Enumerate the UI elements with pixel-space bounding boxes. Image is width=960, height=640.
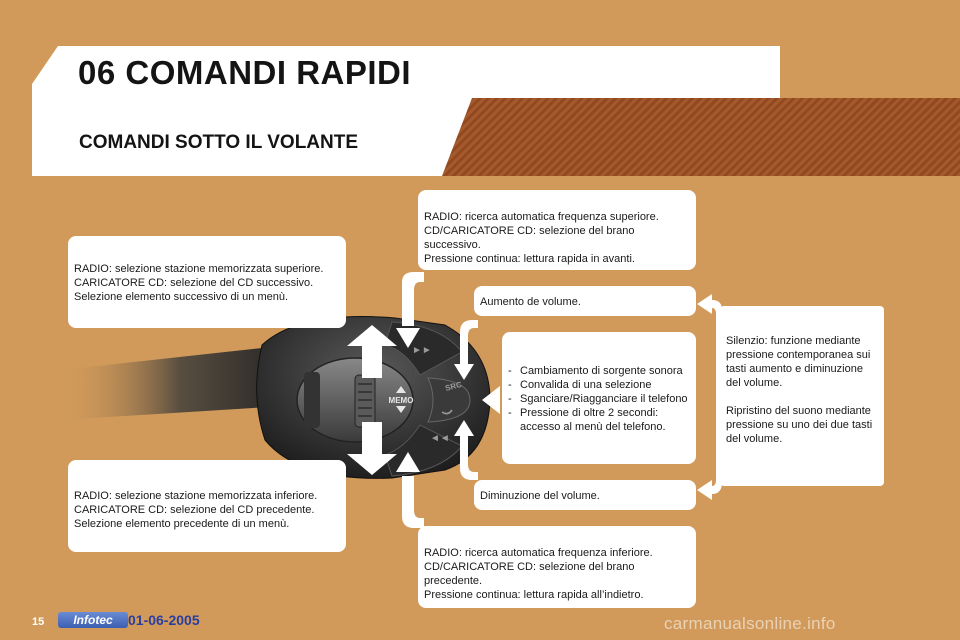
site-watermark: carmanualsonline.info [664, 614, 836, 633]
list-item: - Sganciare/Riagganciare il telefono [506, 392, 690, 406]
callout-line: Aumento de volume. [480, 296, 581, 308]
callout-line: RADIO: selezione stazione memorizzata superiore. [74, 263, 324, 275]
thumbwheel [355, 375, 375, 427]
callout-source-button [502, 332, 696, 464]
section-subtitle: COMANDI SOTTO IL VOLANTE [79, 132, 359, 153]
callout-seek-backward [418, 526, 696, 608]
callout-line: CD/CARICATORE CD: selezione del brano precedente. [424, 561, 635, 587]
callout-line: Silenzio: funzione mediante pressione contemporanea sui tasti aumento e diminuzione del volume. [726, 335, 871, 389]
memo-label: MEMO [388, 396, 414, 405]
callout-seek-forward [418, 190, 696, 270]
callout-volume-up [474, 286, 696, 316]
callout-line: Selezione elemento successivo di un menù. [74, 291, 289, 303]
fast-forward-icon: ►► [412, 345, 432, 356]
callout-line: Diminuzione del volume. [480, 490, 600, 502]
edition-date: 01-06-2005 [128, 612, 200, 628]
callout-line: RADIO: ricerca automatica frequenza superiore. [424, 211, 659, 223]
rewind-icon: ◄◄ [430, 433, 450, 444]
list-item: - Pressione di oltre 2 secondi: accesso al menù del telefono. [506, 406, 690, 434]
list-item: - Cambiamento di sorgente sonora [506, 364, 690, 378]
page-title: 06 COMANDI RAPIDI [78, 54, 412, 91]
callout-line: RADIO: ricerca automatica frequenza inferiore. [424, 547, 653, 559]
src-label: SRC [444, 379, 463, 393]
source-function-list [506, 364, 690, 434]
callout-mute [720, 306, 884, 486]
callout-line: Pressione continua: lettura rapida all’indietro. [424, 589, 644, 601]
callout-line: Selezione elemento precedente di un menù. [74, 518, 290, 530]
callout-volume-down [474, 480, 696, 510]
arrow-mute-up-icon [697, 294, 712, 314]
arrow-mute-down-icon [697, 480, 712, 500]
callout-line: Pressione continua: lettura rapida in avanti. [424, 253, 635, 265]
callout-line: RADIO: selezione stazione memorizzata inferiore. [74, 490, 318, 502]
list-item: - Convalida di una selezione [506, 378, 690, 392]
callout-line: CARICATORE CD: selezione del CD precedente. [74, 504, 315, 516]
callout-seek-down-preset [68, 460, 346, 552]
infotec-logo: Infotec [58, 612, 128, 628]
thumbwheel-housing [304, 372, 320, 428]
page-number: 15 [32, 616, 45, 628]
callout-line: CD/CARICATORE CD: selezione del brano successivo. [424, 225, 635, 251]
callout-line: Ripristino del suono mediante pressione su uno dei due tasti del volume. [726, 405, 873, 445]
callout-seek-up-preset [68, 236, 346, 328]
callout-line: CARICATORE CD: selezione del CD successivo. [74, 277, 314, 289]
